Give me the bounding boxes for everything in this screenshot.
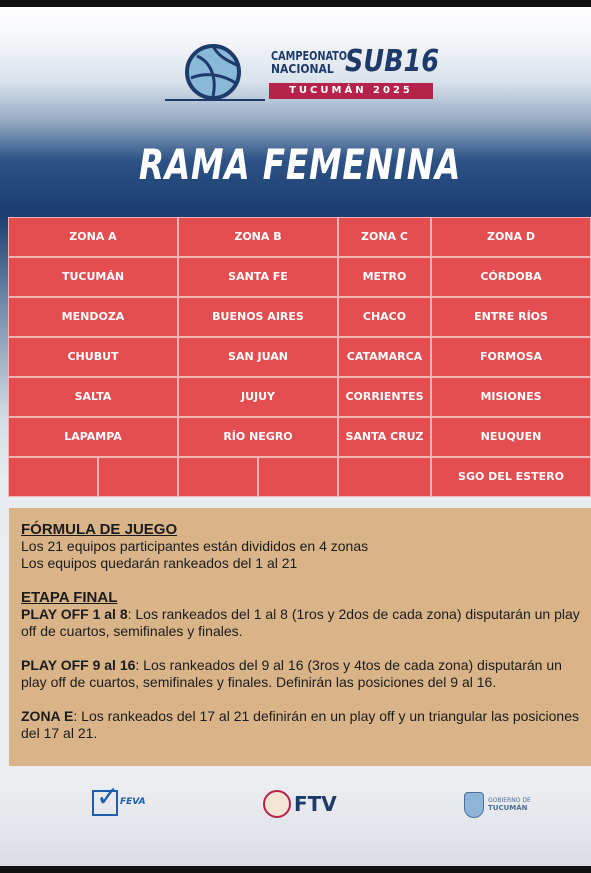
logo-sub16: SUB16 [345,44,440,79]
tucuman-shield-icon [464,792,484,818]
zone-team-cell: FORMOSA [431,337,591,377]
zone-team-cell: BUENOS AIRES [178,297,338,337]
zone-empty-cell [258,457,338,497]
playoff-9-16 [21,657,586,691]
zone-team-cell: SGO DEL ESTERO [431,457,591,497]
championship-logo [165,44,440,104]
playoff-9-16-label: PLAY OFF 9 al 16 [21,657,136,673]
tucuman-logo-line1: GOBIERNO DE [488,797,531,804]
zone-header: ZONA A [8,217,178,257]
volleyball-icon [183,44,243,100]
zone-team-cell: SANTA CRUZ [338,417,431,457]
top-border [0,0,591,7]
playoff-1-8 [21,606,586,640]
zone-team-cell: LAPAMPA [8,417,178,457]
zone-team-cell: JUJUY [178,377,338,417]
zone-team-cell: RÍO NEGRO [178,417,338,457]
zone-team-cell: CHUBUT [8,337,178,377]
zone-empty-cell [98,457,178,497]
feva-logo-text: FEVA [120,797,146,807]
ftv-logo-text: FTV [294,792,337,816]
zone-team-cell: ENTRE RÍOS [431,297,591,337]
page-title: RAMA FEMENINA [138,140,462,189]
zone-team-cell: CHACO [338,297,431,337]
logo-underline [165,99,265,101]
logo-line2: NACIONAL [271,62,334,76]
zone-empty-cell [338,457,431,497]
tucuman-logo-line2: TUCUMÁN [488,804,528,812]
zone-team-cell: CORRIENTES [338,377,431,417]
formula-line1: Los 21 equipos participantes están divididos en 4 zonas [21,538,369,554]
playoff-9-16-text: : Los rankeados del 9 al 16 (3ros y 4tos de cada zona) disputarán un play off de cuartos, semifinales y finales. Definirán las posiciones del 9 al 16. [21,657,562,690]
playoff-1-8-text: : Los rankeados del 1 al 8 (1ros y 2dos de cada zona) disputarán un play off de cuartos, semifinales y finales. [21,606,580,639]
zone-header: ZONA C [338,217,431,257]
feva-check-icon: ✓ [96,780,120,813]
bottom-border [0,866,591,873]
zone-team-cell: NEUQUEN [431,417,591,457]
zone-team-cell: METRO [338,257,431,297]
zone-empty-cell [8,457,98,497]
zone-team-cell: SAN JUAN [178,337,338,377]
zone-team-cell: TUCUMÁN [8,257,178,297]
zone-team-cell: CATAMARCA [338,337,431,377]
zone-header: ZONA B [178,217,338,257]
zone-header: ZONA D [431,217,591,257]
ftv-emblem-icon [263,790,291,818]
zona-e-label: ZONA E [21,708,74,724]
formula-title: FÓRMULA DE JUEGO [21,521,178,538]
etapa-title: ETAPA FINAL [21,589,118,606]
zone-team-cell: SANTA FE [178,257,338,297]
playoff-1-8-label: PLAY OFF 1 al 8 [21,606,128,622]
zone-team-cell: SALTA [8,377,178,417]
zona-e-text: : Los rankeados del 17 al 21 definirán en un play off y un triangular las posiciones del 17 al 21. [21,708,580,741]
info-box [9,508,591,766]
logo-band: TUCUMÁN 2025 [269,83,433,99]
zone-team-cell: MENDOZA [8,297,178,337]
zone-empty-cell [178,457,258,497]
zone-team-cell: CÓRDOBA [431,257,591,297]
formula-line2: Los equipos quedarán rankeados del 1 al 21 [21,555,298,571]
logo-line1: CAMPEONATO [271,49,348,63]
zone-team-cell: MISIONES [431,377,591,417]
zona-e [21,708,586,742]
